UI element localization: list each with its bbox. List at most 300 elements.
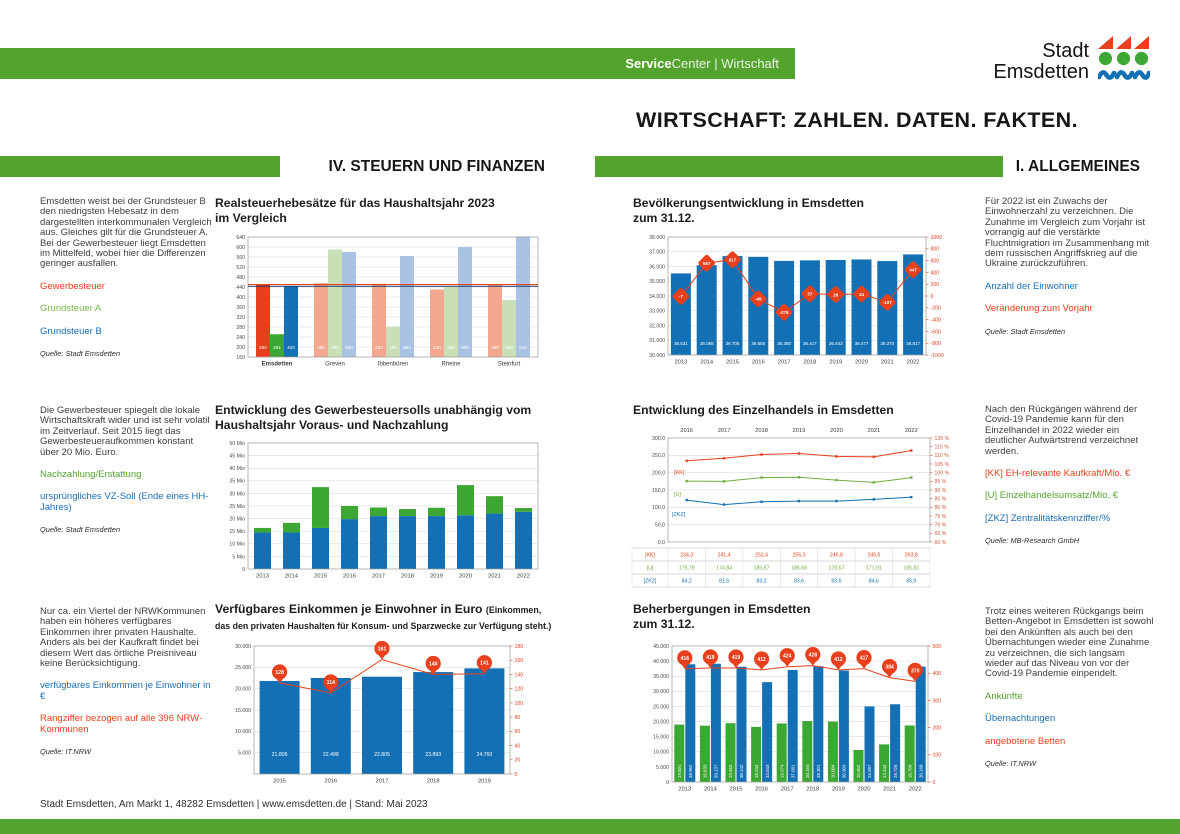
svg-text:255,3: 255,3 — [792, 552, 806, 559]
svg-text:18.244: 18.244 — [753, 764, 759, 778]
svg-text:40 Mio: 40 Mio — [229, 466, 245, 473]
svg-text:30.000: 30.000 — [235, 643, 251, 650]
svg-text:2015: 2015 — [726, 359, 739, 366]
svg-text:36.380: 36.380 — [777, 341, 791, 346]
svg-text:36.705: 36.705 — [725, 341, 740, 346]
svg-text:245,5: 245,5 — [867, 552, 881, 559]
svg-text:39.137: 39.137 — [713, 764, 719, 778]
svg-text:33.000: 33.000 — [649, 308, 665, 315]
svg-text:15.000: 15.000 — [653, 734, 669, 741]
section-title-steuern: IV. STEUERN UND FINANZEN — [328, 158, 545, 175]
svg-text:15 Mio: 15 Mio — [229, 529, 245, 536]
svg-text:10.000: 10.000 — [653, 749, 669, 756]
svg-text:600: 600 — [930, 258, 940, 265]
svg-text:200: 200 — [932, 725, 942, 732]
service-center-bar — [0, 48, 795, 79]
svg-text:Greven: Greven — [325, 361, 345, 368]
legend-betten: angebotene Betten — [985, 735, 1066, 747]
body-text: Trotz eines weiteren Rückgangs beim Betten-Angebot in Emsdetten ist sowohl bei den Ankünften als auch bei den Übernachtungen wieder eine Zunahme zu verzeichnen, die sich langsam wieder auf das Niveau von vor der Covid-19 Pandemie einpendelt. — [985, 606, 1154, 680]
legend-gewerbesteuer: Gewerbesteuer — [40, 280, 105, 292]
svg-text:180: 180 — [514, 643, 524, 650]
svg-text:2019: 2019 — [829, 359, 843, 366]
svg-text:520: 520 — [236, 264, 245, 271]
svg-text:0,0: 0,0 — [657, 539, 665, 546]
svg-text:640: 640 — [236, 234, 245, 241]
svg-text:2013: 2013 — [678, 786, 692, 793]
svg-text:160: 160 — [236, 354, 245, 361]
svg-text:-800: -800 — [930, 341, 941, 348]
svg-text:38.952: 38.952 — [688, 764, 693, 778]
text-block-bevoelkerung — [985, 197, 1155, 336]
svg-text:10.602: 10.602 — [856, 764, 862, 778]
svg-text:24.760: 24.760 — [476, 752, 493, 758]
chart-title-realsteuer: Realsteuerhebesätze für das Haushaltsjahr 2023 im Vergleich — [215, 196, 495, 225]
svg-text:36.477: 36.477 — [854, 341, 869, 346]
svg-text:185,67: 185,67 — [753, 565, 770, 572]
svg-text:18.633: 18.633 — [702, 764, 708, 778]
svg-text:40.000: 40.000 — [653, 659, 669, 666]
svg-text:2021: 2021 — [488, 573, 501, 580]
svg-text:564: 564 — [403, 345, 411, 350]
svg-text:85,9: 85,9 — [906, 578, 917, 585]
svg-text:22.498: 22.498 — [322, 752, 339, 758]
svg-text:-400: -400 — [930, 317, 941, 324]
svg-text:240: 240 — [236, 334, 245, 341]
svg-text:2019: 2019 — [430, 573, 443, 580]
body-text: Nach den Rückgängen während der Covid-19 Pandemie kann für den Einzelhandel in 2022 wieder ein deutlicher Aufwärtstrend verzeichnet werden. — [985, 404, 1139, 457]
svg-text:115 %: 115 % — [934, 444, 949, 451]
chart-title-einzelhandel: Entwicklung des Einzelhandels in Emsdetten — [633, 403, 894, 417]
svg-text:36.817: 36.817 — [906, 341, 920, 346]
svg-text:416: 416 — [680, 655, 689, 662]
svg-text:2022: 2022 — [908, 786, 922, 793]
logo-text-line1: Stadt — [1042, 39, 1089, 62]
svg-text:2017: 2017 — [375, 778, 389, 785]
svg-text:[U]: [U] — [646, 565, 654, 572]
svg-text:100: 100 — [514, 700, 524, 707]
svg-text:15.000: 15.000 — [235, 707, 251, 714]
svg-text:95 %: 95 % — [934, 479, 947, 486]
svg-text:38.301: 38.301 — [816, 764, 821, 778]
svg-text:65 %: 65 % — [934, 531, 947, 538]
svg-text:25.000: 25.000 — [653, 704, 669, 711]
svg-text:20.164: 20.164 — [805, 764, 810, 778]
svg-text:590: 590 — [331, 345, 339, 350]
svg-text:234,3: 234,3 — [680, 552, 694, 559]
svg-text:450: 450 — [259, 345, 267, 350]
svg-text:36.903: 36.903 — [841, 764, 847, 778]
svg-text:251: 251 — [273, 345, 281, 350]
svg-text:5.000: 5.000 — [656, 764, 669, 771]
svg-text:114: 114 — [326, 679, 335, 686]
logo-text-line2: Emsdetten — [993, 60, 1089, 83]
svg-text:2022: 2022 — [904, 428, 918, 434]
beherbergungen-chart — [630, 634, 975, 802]
svg-text:2020: 2020 — [459, 573, 472, 580]
svg-text:[KK]: [KK] — [645, 552, 655, 559]
svg-text:128: 128 — [275, 669, 284, 676]
bevoelkerungsentwicklung-chart — [630, 229, 965, 379]
svg-text:83,2: 83,2 — [756, 578, 767, 585]
svg-text:2018: 2018 — [803, 359, 817, 366]
svg-text:75 %: 75 % — [934, 513, 947, 520]
svg-text:37: 37 — [807, 291, 813, 297]
stadt-emsdetten-logo-icon — [1098, 36, 1150, 87]
svg-text:80: 80 — [514, 715, 521, 722]
page-title: WIRTSCHAFT: ZAHLEN. DATEN. FAKTEN. — [636, 108, 1078, 132]
svg-text:10 Mio: 10 Mio — [229, 541, 245, 548]
svg-text:428: 428 — [808, 652, 817, 659]
svg-text:40: 40 — [514, 743, 521, 750]
svg-text:2018: 2018 — [755, 428, 769, 434]
svg-text:2016: 2016 — [680, 428, 694, 434]
svg-text:20.000: 20.000 — [653, 719, 669, 726]
svg-text:-107: -107 — [882, 300, 892, 306]
svg-text:281: 281 — [389, 345, 397, 350]
svg-text:23.893: 23.893 — [425, 752, 442, 758]
svg-text:2016: 2016 — [324, 778, 338, 785]
svg-text:178,67: 178,67 — [828, 565, 845, 572]
section-bar-left — [0, 156, 280, 177]
legend-rangziffer: Rangziffer bezogen auf alle 396 NRW-Kommunen — [40, 713, 203, 735]
source-note: Quelle: IT.NRW — [40, 747, 91, 757]
svg-text:800: 800 — [930, 246, 940, 253]
svg-text:60 %: 60 % — [934, 539, 947, 546]
svg-text:388: 388 — [505, 345, 513, 350]
svg-text:26: 26 — [833, 292, 839, 298]
svg-text:110 %: 110 % — [934, 453, 949, 460]
svg-text:443: 443 — [287, 345, 295, 350]
svg-text:Rheine: Rheine — [441, 361, 461, 368]
svg-text:2018: 2018 — [806, 786, 820, 793]
svg-text:36.088: 36.088 — [699, 341, 714, 346]
svg-text:2017: 2017 — [717, 428, 731, 434]
svg-text:500: 500 — [932, 643, 942, 650]
svg-text:Steinfurt: Steinfurt — [497, 361, 521, 368]
svg-text:35.531: 35.531 — [674, 341, 688, 346]
svg-text:2019: 2019 — [831, 786, 845, 793]
body-text: Nur ca. ein Viertel der NRWKommunen haben ein höheres verfügbares Einkommen ihrer privaten Haushalte. Anders als bei der Kaufkraft findet bei diesem Wert das örtliche Preisniveau keine Berücksichtigung. — [40, 606, 206, 670]
svg-text:2013: 2013 — [674, 359, 688, 366]
svg-text:2018: 2018 — [401, 573, 414, 580]
svg-text:2014: 2014 — [700, 359, 714, 366]
svg-text:19.374: 19.374 — [779, 764, 785, 778]
svg-text:2017: 2017 — [777, 359, 791, 366]
svg-text:617: 617 — [728, 257, 737, 263]
source-note: Quelle: MB-Research GmbH — [985, 536, 1080, 546]
svg-text:2015: 2015 — [729, 786, 743, 793]
svg-text:37.081: 37.081 — [790, 764, 796, 778]
svg-text:185,81: 185,81 — [903, 565, 920, 572]
legend-nachzahlung: Nachzahlung/Erstattung — [40, 469, 142, 481]
svg-text:2015: 2015 — [314, 573, 327, 580]
svg-text:38.142: 38.142 — [739, 764, 745, 778]
svg-text:252,4: 252,4 — [755, 552, 769, 559]
svg-text:38.168: 38.168 — [918, 764, 924, 778]
svg-text:30 Mio: 30 Mio — [229, 491, 245, 498]
chart-title-beherbergungen: Beherbergungen in Emsdetten zum 31.12. — [633, 602, 811, 631]
svg-text:25.000: 25.000 — [235, 665, 251, 672]
svg-text:-49: -49 — [755, 296, 762, 302]
svg-text:80 %: 80 % — [934, 505, 947, 512]
svg-text:360: 360 — [236, 304, 245, 311]
svg-text:36.000: 36.000 — [649, 264, 665, 271]
svg-text:2020: 2020 — [855, 359, 868, 366]
svg-text:161: 161 — [377, 646, 387, 653]
legend-vz-soll: ursprüngliches VZ-Soll (Ende eines HH-Jahres) — [40, 491, 209, 513]
svg-text:[ZKZ]: [ZKZ] — [672, 512, 686, 518]
legend-uebernachtungen: Übernachtungen — [985, 713, 1056, 725]
svg-text:642: 642 — [519, 345, 527, 350]
svg-text:200: 200 — [236, 344, 245, 351]
svg-text:25 Mio: 25 Mio — [229, 503, 245, 510]
svg-text:30.000: 30.000 — [649, 352, 665, 359]
svg-text:32.000: 32.000 — [649, 323, 665, 330]
svg-text:186,68: 186,68 — [791, 565, 807, 572]
svg-text:2021: 2021 — [883, 786, 897, 793]
svg-text:100 %: 100 % — [934, 470, 950, 477]
svg-text:2020: 2020 — [829, 428, 843, 434]
svg-text:100,0: 100,0 — [652, 505, 665, 512]
svg-text:560: 560 — [236, 254, 245, 261]
svg-text:557: 557 — [702, 260, 711, 266]
svg-text:50,0: 50,0 — [654, 522, 665, 529]
svg-text:150,0: 150,0 — [652, 487, 665, 494]
svg-text:18.708: 18.708 — [907, 764, 913, 778]
svg-text:400: 400 — [932, 671, 942, 678]
svg-text:83,6: 83,6 — [831, 578, 842, 585]
svg-text:2022: 2022 — [517, 573, 530, 580]
svg-text:22.805: 22.805 — [374, 752, 390, 758]
svg-text:21.806: 21.806 — [271, 752, 288, 758]
svg-text:90 %: 90 % — [934, 487, 947, 494]
svg-text:384: 384 — [885, 664, 894, 671]
svg-text:[KK]: [KK] — [674, 470, 685, 476]
svg-text:0: 0 — [932, 779, 936, 786]
svg-text:-600: -600 — [930, 329, 941, 336]
svg-text:Emsdetten: Emsdetten — [261, 361, 293, 368]
source-note: Quelle: Stadt Emsdetten — [40, 349, 121, 359]
svg-text:2016: 2016 — [755, 786, 769, 793]
svg-text:246,8: 246,8 — [829, 552, 843, 559]
svg-text:105 %: 105 % — [934, 461, 950, 468]
svg-text:83,6: 83,6 — [793, 578, 805, 585]
svg-text:2017: 2017 — [780, 786, 794, 793]
body-text: Für 2022 ist ein Zuwachs der Einwohnerzahl zu verzeichnen. Die Zunahme im Vergleich zum Vorjahr ist vorrangig auf die verstärkte Fluchtmigration im Zusammenhang mit dem russischen Angriffskrieg auf die Ukraine zurückzuführen. — [985, 196, 1150, 270]
svg-text:100: 100 — [932, 752, 942, 759]
legend-grundsteuer-b: Grundsteuer B — [40, 325, 102, 337]
logo-text — [993, 41, 1089, 83]
svg-text:25.726: 25.726 — [892, 764, 898, 778]
svg-text:20.000: 20.000 — [235, 686, 251, 693]
legend-kaufkraft: [KK] EH-relevante Kaufkraft/Mio. € — [985, 468, 1131, 480]
realsteuerhebesaetze-chart — [212, 231, 547, 379]
svg-text:120 %: 120 % — [934, 435, 950, 442]
text-block-einzelhandel — [985, 405, 1155, 545]
footer-address: Stadt Emsdetten, Am Markt 1, 48282 Emsdetten | www.emsdetten.de | Stand: Mai 2023 — [40, 799, 428, 810]
svg-text:600: 600 — [236, 244, 245, 251]
service-bar-label: Center | Wirtschaft — [671, 56, 779, 71]
svg-text:20.004: 20.004 — [830, 764, 836, 778]
svg-text:[ZKZ]: [ZKZ] — [643, 578, 657, 585]
legend-ankuenfte: Ankünfte — [985, 690, 1023, 702]
chart-title-gewerbesteuersoll: Entwicklung des Gewerbesteuersolls unabhängig vom Haushaltsjahr Voraus- und Nachzahlung — [215, 403, 532, 432]
svg-text:38.000: 38.000 — [649, 234, 665, 241]
svg-text:20: 20 — [514, 757, 521, 764]
svg-text:45.000: 45.000 — [653, 643, 669, 650]
body-text: Die Gewerbesteuer spiegelt die lokale Wirtschaftskraft wider und ist sehr volatil im Zeitverlauf. Seit 2015 liegt das Gewerbesteueraufkommen konstant über 20 Mio. Euro. — [40, 405, 210, 458]
svg-text:36.417: 36.417 — [803, 341, 817, 346]
svg-text:45 Mio: 45 Mio — [229, 453, 245, 460]
svg-text:1000: 1000 — [930, 234, 943, 241]
svg-text:35.000: 35.000 — [649, 279, 665, 286]
svg-text:140: 140 — [514, 672, 524, 679]
section-title-allgemeines: I. ALLGEMEINES — [1015, 158, 1140, 175]
source-note: Quelle: IT.NRW — [985, 759, 1036, 769]
source-note: Quelle: Stadt Emsdetten — [985, 326, 1066, 336]
svg-text:453: 453 — [375, 345, 383, 350]
body-text: Emsdetten weist bei der Grundsteuer B den niedrigsten Hebesatz in dem dargestellten interkommunalen Vergleich aus. Gleiches gilt für die Grundsteuer A. Bei der Gewerbesteuer liegt Emsdetten im Mittelfeld, wobei hier die Differenzen geringer ausfallen. — [40, 196, 212, 270]
svg-text:2017: 2017 — [372, 573, 385, 580]
chart-title-bevoelkerung: Bevölkerungsentwicklung in Emsdetten zum 31.12. — [633, 196, 864, 225]
svg-text:419: 419 — [731, 654, 741, 661]
svg-text:2020: 2020 — [857, 786, 871, 793]
svg-text:241,4: 241,4 — [717, 552, 731, 559]
svg-text:424: 424 — [783, 653, 792, 660]
svg-text:2022: 2022 — [906, 359, 920, 366]
svg-text:60: 60 — [514, 729, 521, 736]
svg-text:36.656: 36.656 — [751, 341, 766, 346]
svg-text:35 Mio: 35 Mio — [229, 478, 245, 485]
svg-text:175,79: 175,79 — [678, 565, 695, 572]
verfuegbares-einkommen-chart — [212, 636, 557, 794]
svg-text:[U]: [U] — [674, 492, 681, 498]
svg-text:447: 447 — [909, 267, 917, 273]
svg-text:455: 455 — [317, 345, 325, 350]
svg-text:141: 141 — [480, 660, 489, 667]
svg-text:400: 400 — [930, 270, 940, 277]
footer-bar — [0, 819, 1180, 834]
svg-text:430: 430 — [433, 345, 441, 350]
svg-text:70 %: 70 % — [934, 522, 947, 529]
svg-text:320: 320 — [236, 314, 245, 321]
svg-text:-1000: -1000 — [930, 352, 944, 359]
svg-text:2014: 2014 — [703, 786, 717, 793]
svg-text:-276: -276 — [779, 310, 789, 316]
svg-text:440: 440 — [236, 284, 245, 291]
gewerbesteuersoll-chart — [212, 437, 547, 587]
svg-text:2021: 2021 — [867, 428, 881, 434]
svg-text:2021: 2021 — [880, 359, 894, 366]
svg-text:200,0: 200,0 — [652, 470, 665, 477]
legend-einkommen: verfügbares Einkommen je Einwohner in € — [40, 680, 211, 702]
legend-zentralitaet: [ZKZ] Zentralitätskennziffer/% — [985, 512, 1110, 524]
svg-text:24.997: 24.997 — [867, 764, 873, 778]
svg-text:263,8: 263,8 — [904, 552, 918, 559]
svg-text:412: 412 — [757, 656, 766, 663]
svg-text:2013: 2013 — [256, 573, 269, 580]
svg-text:171,91: 171,91 — [865, 565, 882, 572]
text-block-realsteuer — [40, 197, 212, 358]
legend-grundsteuer-a: Grundsteuer A — [40, 303, 102, 315]
source-note: Quelle: Stadt Emsdetten — [40, 525, 121, 535]
svg-text:12.444: 12.444 — [881, 764, 887, 778]
svg-text:10.000: 10.000 — [235, 729, 251, 736]
service-bar-label-bold: Service — [625, 56, 672, 71]
legend-umsatz: [U] Einzelhandelsumsatz/Mio. € — [985, 490, 1119, 502]
svg-text:280: 280 — [236, 324, 245, 331]
svg-text:-200: -200 — [930, 305, 941, 312]
einzelhandel-chart — [630, 422, 975, 594]
svg-text:0: 0 — [930, 293, 934, 300]
svg-text:480: 480 — [236, 274, 245, 281]
svg-text:0: 0 — [666, 779, 669, 786]
stadt-emsdetten-logo — [960, 36, 1150, 87]
svg-text:-7: -7 — [678, 294, 683, 300]
section-bar-right — [595, 156, 1003, 177]
legend-veraenderung: Veränderung zum Vorjahr — [985, 303, 1093, 315]
svg-text:2019: 2019 — [792, 428, 806, 434]
svg-text:5 Mio: 5 Mio — [232, 554, 245, 561]
svg-text:2018: 2018 — [426, 778, 440, 785]
svg-text:412: 412 — [834, 656, 843, 663]
svg-text:160: 160 — [514, 658, 524, 665]
text-block-einkommen — [40, 607, 212, 756]
svg-text:2016: 2016 — [751, 359, 765, 366]
svg-text:250,0: 250,0 — [652, 453, 665, 460]
svg-text:417: 417 — [859, 655, 869, 662]
svg-text:19.463: 19.463 — [728, 764, 734, 778]
svg-text:140: 140 — [428, 661, 438, 668]
text-block-gewerbesteuer — [40, 406, 212, 534]
svg-text:34.000: 34.000 — [649, 293, 665, 300]
svg-text:300: 300 — [932, 698, 942, 705]
svg-text:85 %: 85 % — [934, 496, 947, 503]
svg-text:120: 120 — [514, 686, 524, 693]
svg-text:35.000: 35.000 — [653, 674, 669, 681]
svg-text:370: 370 — [911, 668, 920, 675]
svg-text:580: 580 — [345, 345, 353, 350]
svg-text:84,2: 84,2 — [681, 578, 692, 585]
svg-text:31.000: 31.000 — [649, 338, 665, 345]
svg-text:2014: 2014 — [285, 573, 298, 580]
svg-text:5.000: 5.000 — [238, 750, 251, 757]
svg-text:400: 400 — [236, 294, 245, 301]
svg-text:20 Mio: 20 Mio — [229, 516, 245, 523]
svg-text:81,6: 81,6 — [719, 578, 730, 585]
svg-text:419: 419 — [706, 654, 715, 661]
svg-text:300,0: 300,0 — [652, 435, 665, 442]
svg-text:36.443: 36.443 — [828, 341, 843, 346]
svg-text:440: 440 — [447, 345, 455, 350]
text-block-beherbergungen — [985, 607, 1155, 768]
svg-text:0: 0 — [514, 771, 518, 778]
svg-text:174,84: 174,84 — [716, 565, 733, 572]
legend-einwohner: Anzahl der Einwohner — [985, 280, 1078, 292]
svg-text:600: 600 — [461, 345, 469, 350]
svg-text:0: 0 — [242, 566, 245, 573]
svg-text:2019: 2019 — [477, 778, 491, 785]
svg-text:33.043: 33.043 — [764, 764, 770, 778]
svg-text:200: 200 — [930, 282, 940, 289]
svg-text:2016: 2016 — [343, 573, 356, 580]
svg-text:450: 450 — [491, 345, 499, 350]
svg-text:50 Mio: 50 Mio — [229, 440, 245, 447]
svg-text:19.001: 19.001 — [677, 764, 682, 778]
svg-text:30.000: 30.000 — [653, 689, 669, 696]
svg-text:37.000: 37.000 — [649, 249, 665, 256]
svg-text:34: 34 — [858, 291, 865, 297]
